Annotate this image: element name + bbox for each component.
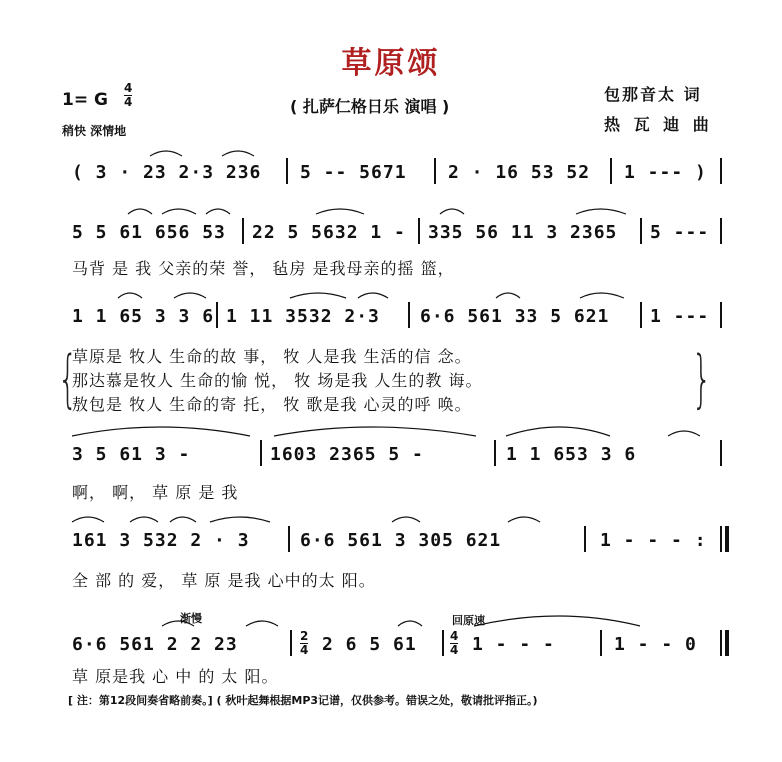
slur [118, 293, 142, 298]
singer-credit: ( 扎萨仁格日乐 演唱 ) [290, 97, 450, 116]
lyric-verse-2: 那达慕是牧人 生命的愉 悦， 牧 场是我 人生的教 诲。 [72, 371, 483, 390]
measure-6-1: 6·6 561 2 2 23 [72, 634, 238, 655]
measure-1-1: ( 3 · 23 2·3 236 [72, 162, 262, 183]
slur [174, 293, 206, 298]
lyric-line-4: 啊， 啊， 草 原 是 我 [72, 483, 239, 502]
slur [440, 209, 464, 214]
slur [128, 209, 152, 214]
lyric-line-2: 马背 是 我 父亲的荣 誉， 毡房 是我母亲的摇 篮， [72, 259, 455, 278]
measure-3-4: 1 --- [650, 306, 710, 327]
a-tempo-mark: 回原速 [452, 614, 485, 627]
slur [72, 517, 104, 522]
measure-5-2: 6·6 561 3 305 621 [300, 530, 502, 551]
slur [150, 151, 182, 156]
song-title: 草原颂 [341, 46, 441, 81]
measure-1-3: 2 · 16 53 52 [448, 162, 591, 183]
time-signature-bottom: 4 [124, 95, 133, 109]
lyric-verse-3: 敖包是 牧人 生命的寄 托， 牧 歌是我 心灵的呼 唤。 [72, 395, 472, 414]
measure-2-1: 5 5 61 656 53 [72, 222, 226, 243]
measure-4-1: 3 5 61 3 - [72, 444, 191, 465]
slur [506, 427, 610, 436]
footer-note: [ 注：第12段间奏省略前奏。] ( 秋叶起舞根据MP3记谱，仅供参考。错误之处，敬请批评指正。) [68, 694, 538, 707]
measure-1-2: 5 -- 5671 [300, 162, 407, 183]
slur [206, 209, 230, 214]
ts2-top: 2 [300, 629, 309, 643]
slur [474, 616, 640, 626]
measure-5-3: 1 - - - : [600, 530, 707, 551]
slur [508, 517, 540, 522]
measure-6-4: 1 - - 0 [614, 634, 697, 655]
measure-5-1: 161 3 532 2 · 3 [72, 530, 250, 551]
tempo-marking: 稍快 深情地 [62, 124, 127, 138]
slur [496, 293, 520, 298]
measure-3-3: 6·6 561 33 5 621 [420, 306, 610, 327]
measure-6-3: 1 - - - [472, 634, 555, 655]
slur [580, 293, 624, 298]
slur [246, 621, 278, 626]
lyric-line-5: 全 部 的 爱， 草 原 是我 心中的太 阳。 [72, 571, 376, 590]
slur [290, 293, 346, 298]
ts3-bottom: 4 [450, 643, 459, 657]
ts3-top: 4 [450, 629, 459, 643]
lyric-line-6: 草 原是我 心 中 的 太 阳。 [72, 667, 279, 686]
composer-credit: 热 瓦 迪 曲 [604, 115, 713, 134]
time-signature-top: 4 [124, 81, 133, 95]
measure-2-2: 22 5 5632 1 - [252, 222, 406, 243]
measure-3-2: 1 11 3532 2·3 [226, 306, 380, 327]
lyric-verse-1: 草原是 牧人 生命的故 事， 牧 人是我 生活的信 念。 [72, 347, 472, 366]
measure-4-3: 1 1 653 3 6 [506, 444, 637, 465]
ts2-bottom: 4 [300, 643, 309, 657]
measure-4-2: 1603 2365 5 - [270, 444, 424, 465]
slur [210, 517, 270, 522]
measure-3-1: 1 1 65 3 3 6 [72, 306, 215, 327]
measure-1-4: 1 --- ) [624, 162, 707, 183]
measure-6-2: 2 6 5 61 [322, 634, 417, 655]
verse-brace-right: } [691, 342, 712, 415]
slur [130, 517, 158, 522]
measure-2-3: 335 56 11 3 2365 [428, 222, 618, 243]
measure-2-4: 5 --- [650, 222, 710, 243]
key-signature: 1= G [62, 90, 108, 110]
slur [398, 621, 422, 626]
slur [668, 431, 700, 436]
slur [576, 209, 626, 214]
ritardando-mark: 渐慢 [180, 612, 202, 625]
slur [316, 209, 364, 214]
slur [162, 621, 194, 626]
slur [358, 293, 388, 298]
slur [222, 151, 254, 156]
lyricist-credit: 包那音太 词 [604, 85, 702, 104]
slur [392, 517, 420, 522]
slur [72, 427, 250, 436]
slur [274, 427, 476, 436]
verse-brace-left: { [57, 342, 78, 415]
slur [162, 209, 196, 214]
slur [170, 517, 196, 522]
